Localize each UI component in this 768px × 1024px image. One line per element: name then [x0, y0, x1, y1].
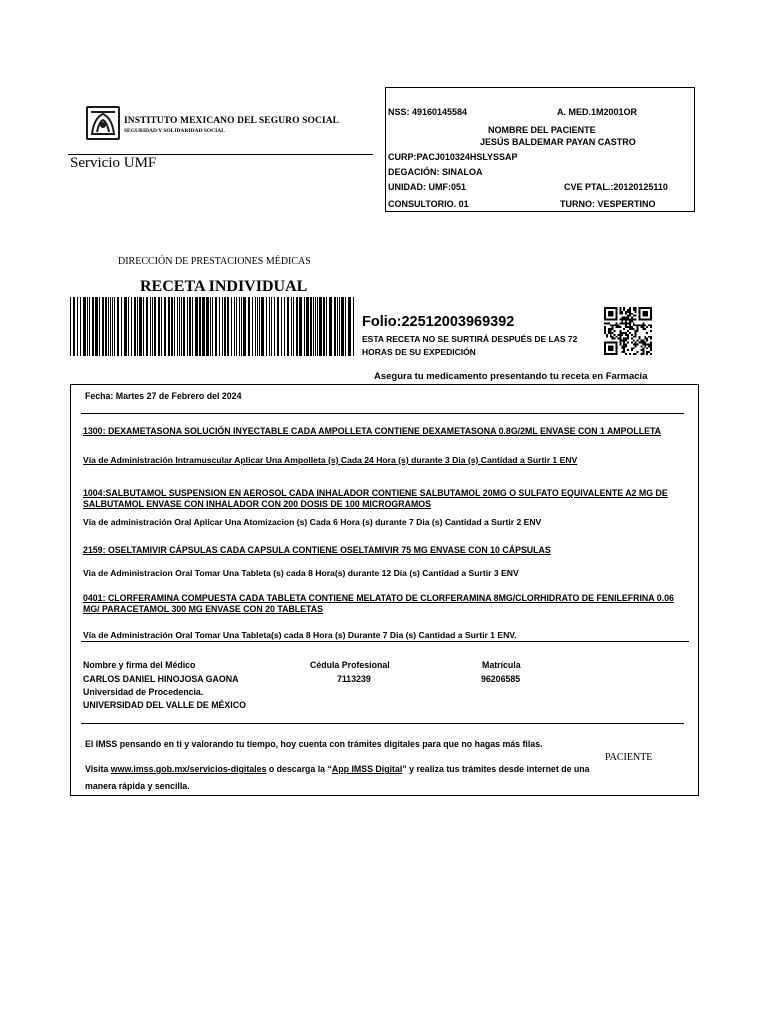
visit-line-2: manera rápida y sencilla.	[85, 781, 190, 791]
matricula-value: 96206585	[481, 674, 521, 684]
app-imss-digital-link[interactable]: App IMSS Digital	[331, 764, 403, 774]
page-title: RECETA INDIVIDUAL	[140, 278, 308, 295]
medical-id: A. MED.1M2001OR	[557, 107, 638, 117]
patient-name-label: NOMBRE DEL PACIENTE	[488, 125, 596, 135]
imss-services-link[interactable]: www.imss.gob.mx/servicios-digitales	[110, 764, 267, 774]
doctor-name-label: Nombre y firma del Médico	[83, 660, 196, 670]
curp: CURP:PACJ010324HSLYSSAP	[388, 152, 518, 162]
issue-date: Fecha: Martes 27 de Febrero del 2024	[85, 391, 242, 401]
university: UNIVERSIDAD DEL VALLE DE MÉXICO	[83, 700, 246, 710]
medication-instructions: Vía de Administración Oral Tomar Una Tableta(s) cada 8 Hora (s) Durante 7 Dia (s) Cantidad a Surtir 1 ENV.	[83, 630, 517, 640]
consultorio: CONSULTORIO. 01	[388, 199, 469, 209]
medication-description: 1004:SALBUTAMOL SUSPENSION EN AEROSOL CADA INHALADOR CONTIENE SALBUTAMOL 20MG O SULFATO EQUIVALENTE A2 MG DE SALBUTAMOL ENVASE CON INHALADOR CON 200 DOSIS DE 100 MICROGRAMOS	[83, 488, 668, 509]
divider	[81, 413, 684, 414]
medication-instructions: Vía de administración Oral Aplicar Una Atomizacion (s) Cada 6 Hora (s) durante 7 Dia (s) Cantidad a Surtir 2 ENV	[83, 517, 542, 527]
institute-tagline: SEGURIDAD Y SOLIDARIDAD SOCIAL	[124, 128, 225, 134]
direccion-label: DIRECCIÓN DE PRESTACIONES MÉDICAS	[118, 256, 311, 267]
cedula-value: 7113239	[337, 674, 371, 684]
medication-description: 1300: DEXAMETASONA SOLUCIÓN INYECTABLE CADA AMPOLLETA CONTIENE DEXAMETASONA 0.8G/2ML ENVASE CON 1 AMPOLLETA	[83, 426, 662, 436]
cedula-label: Cédula Profesional	[310, 660, 390, 670]
pharmacy-note: Asegura tu medicamento presentando tu receta en Farmacia	[374, 371, 648, 382]
digital-services-note: El IMSS pensando en ti y valorando tu tiempo, hoy cuenta con trámites digitales para que no hagas más filas.	[85, 739, 543, 749]
prescription-box	[70, 384, 699, 796]
imss-logo	[86, 106, 346, 140]
patient-name: JESÚS BALDEMAR PAYAN CASTRO	[480, 137, 636, 147]
divider	[81, 641, 689, 642]
service-label: Servicio UMF	[70, 155, 157, 171]
divider	[81, 723, 684, 724]
medication-description: 0401: CLORFERAMINA COMPUESTA CADA TABLETA CONTIENE MELATATO DE CLORFERAMINA 8MG/CLORHIDRATO DE FENILEFRINA 0.06 MG/ PARACETAMOL 300 MG ENVASE CON 20 TABLETAS	[83, 593, 674, 614]
university-label: Universidad de Procedencia.	[83, 687, 204, 697]
patient-info-box	[385, 87, 695, 212]
turno: TURNO: VESPERTINO	[560, 199, 656, 209]
medication-instructions: Vía de Administración Intramuscular Aplicar Una Ampolleta (s) Cada 24 Hora (s) durante 3 Dia (s) Cantidad a Surtir 1 ENV	[83, 455, 578, 465]
medication-instructions: Via de Administracion Oral Tomar Una Tableta (s) cada 8 Hora(s) durante 12 Día (s) Cantidad a Surtir 3 ENV	[83, 568, 519, 578]
expiry-warning: ESTA RECETA NO SE SURTIRÁ DESPUÉS DE LAS 72 HORAS DE SU EXPEDICIÓN	[362, 334, 578, 357]
unidad: UNIDAD: UMF:051	[388, 182, 467, 192]
medication-description: 2159: OSELTAMIVIR CÁPSULAS CADA CAPSULA CONTIENE OSELTAMIVIR 75 MG ENVASE CON 10 CÁPSULAS	[83, 545, 551, 555]
copy-label: PACIENTE	[605, 752, 653, 763]
institute-name: INSTITUTO MEXICANO DEL SEGURO SOCIAL	[124, 116, 340, 126]
doctor-name: CARLOS DANIEL HINOJOSA GAONA	[83, 674, 239, 684]
delegacion: DEGACIÓN: SINALOA	[388, 167, 483, 177]
matricula-label: Matrícula	[482, 660, 521, 670]
imss-emblem-icon	[86, 106, 120, 140]
cve-ptal: CVE PTAL.:20120125110	[564, 182, 668, 192]
visit-line: Visita www.imss.gob.mx/servicios-digitales o descarga la “App IMSS Digital” y realiza tus trámites desde internet de una	[85, 764, 590, 774]
folio-number: Folio:22512003969392	[362, 314, 515, 330]
nss: NSS: 49160145584	[388, 107, 468, 117]
qr-code-icon	[604, 307, 652, 355]
barcode-icon	[70, 297, 354, 356]
